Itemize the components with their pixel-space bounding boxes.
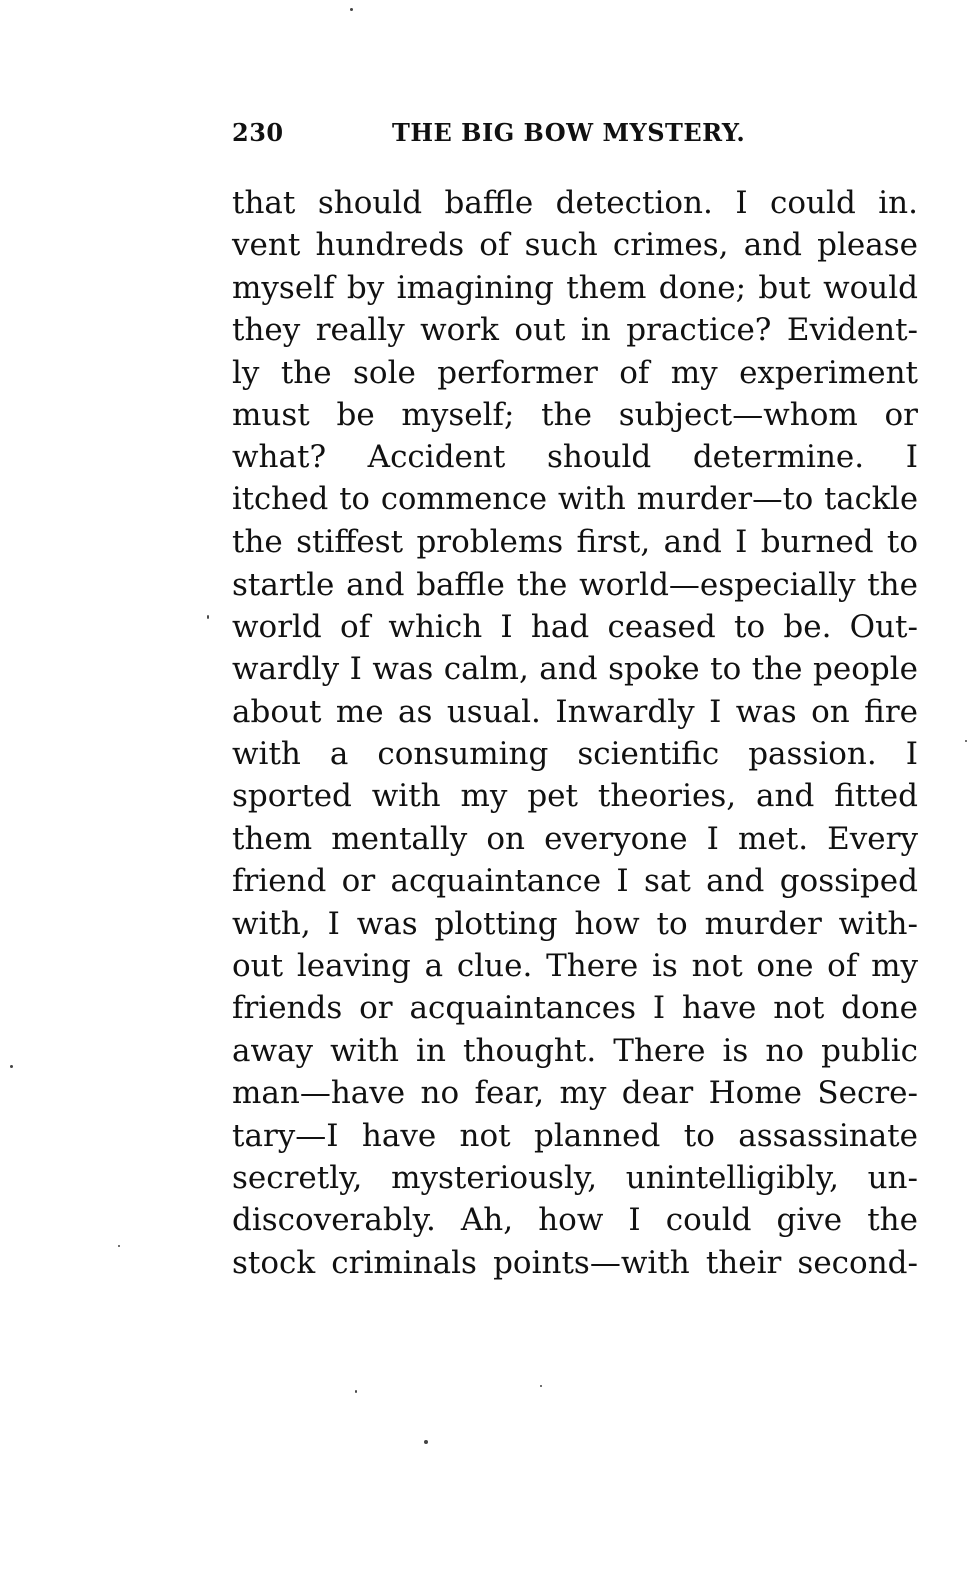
body-text — [232, 182, 918, 1284]
text-line: must be myself; the subject—whom or — [232, 396, 918, 433]
text-line: friend or acquaintance I sat and gossiped — [232, 863, 918, 900]
text-line: away with in thought. There is no public — [232, 1032, 918, 1069]
text-line: sported with my pet theories, and fitted — [232, 778, 918, 815]
scan-speck — [965, 740, 967, 742]
text-line: discoverably. Ah, how I could give the — [232, 1202, 918, 1239]
text-line: myself by imagining them done; but would — [232, 269, 918, 306]
running-title: THE BIG BOW MYSTERY. — [392, 118, 746, 147]
scan-speck — [350, 8, 353, 11]
scan-speck — [540, 1385, 542, 1387]
text-line: world of which I had ceased to be. Out- — [232, 608, 918, 645]
text-line: itched to commence with murder—to tackle — [232, 481, 918, 517]
text-line: with, I was plotting how to murder with- — [232, 905, 918, 942]
text-line: vent hundreds of such crimes, and please — [232, 227, 918, 264]
text-line: startle and baffle the world—especially the — [232, 566, 918, 603]
text-line: with a consuming scientific passion. I — [232, 736, 918, 773]
text-line: the stiffest problems first, and I burned to — [232, 524, 918, 561]
text-line: man—have no fear, my dear Home Secre- — [232, 1075, 918, 1112]
text-line: stock criminals points—with their second- — [232, 1244, 918, 1281]
scan-speck — [355, 1390, 357, 1393]
text-line: what? Accident should determine. I — [232, 439, 918, 476]
text-line: about me as usual. Inwardly I was on fire — [232, 693, 918, 730]
scan-speck — [118, 1245, 120, 1247]
scan-speck — [424, 1440, 428, 1444]
page-number: 230 — [232, 118, 284, 147]
text-line: friends or acquaintances I have not done — [232, 990, 918, 1027]
text-line: they really work out in practice? Evident- — [232, 312, 918, 349]
page-header — [232, 118, 922, 158]
text-line: secretly, mysteriously, unintelligibly, un- — [232, 1159, 918, 1196]
scan-speck — [10, 1065, 13, 1068]
text-line: out leaving a clue. There is not one of my — [232, 948, 918, 985]
text-line: tary—I have not planned to assassinate — [232, 1117, 918, 1154]
scan-speck — [207, 615, 209, 619]
text-line: wardly I was calm, and spoke to the people — [232, 651, 918, 688]
text-line: them mentally on everyone I met. Every — [232, 820, 918, 857]
text-line: that should baffle detection. I could in. — [232, 185, 918, 221]
text-line: ly the sole performer of my experiment — [232, 354, 918, 391]
